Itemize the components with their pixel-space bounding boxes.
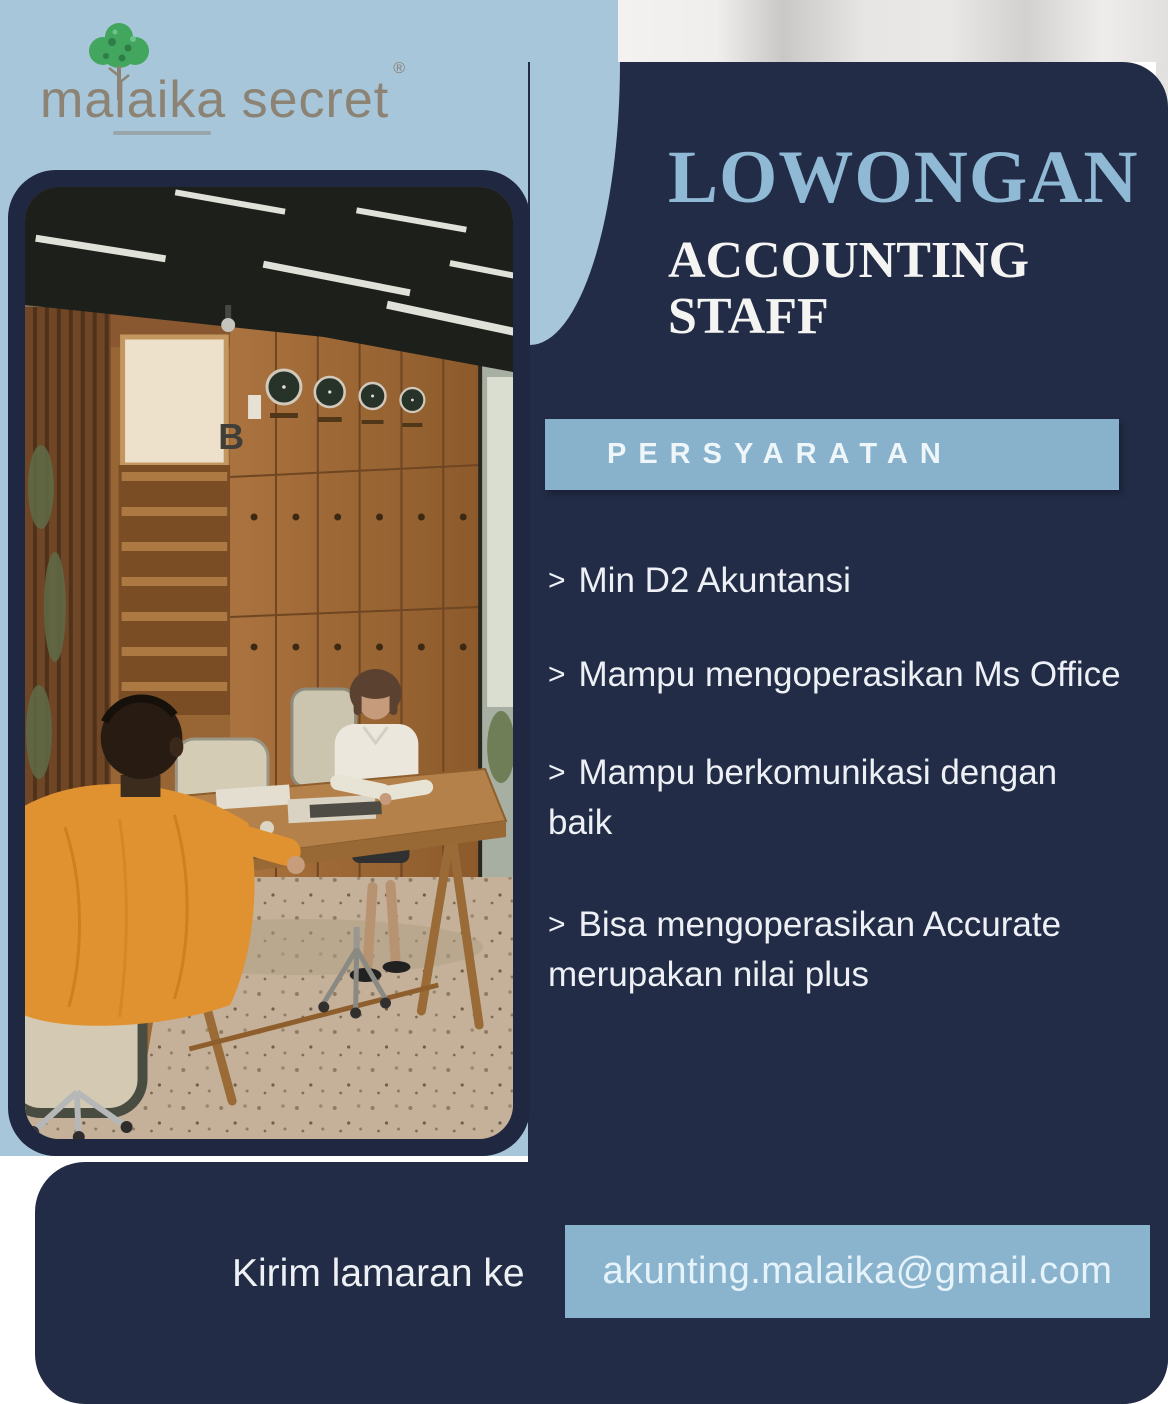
requirement-item bbox=[548, 650, 1126, 700]
registered-mark: ® bbox=[393, 59, 407, 77]
requirements-list bbox=[548, 556, 1126, 1044]
requirement-item bbox=[548, 556, 1126, 606]
chevron-bullet-icon: > bbox=[548, 658, 566, 692]
headline-title: LOWONGAN bbox=[668, 136, 1139, 219]
bg-top-right-strip bbox=[618, 0, 1168, 62]
headline-role-line1: ACCOUNTING bbox=[668, 232, 1030, 289]
letter-b-sign: B bbox=[218, 415, 245, 458]
requirement-text: Mampu mengoperasikan Ms Office bbox=[578, 655, 1121, 695]
requirement-text: Min D2 Akuntansi bbox=[578, 561, 851, 600]
requirement-item bbox=[548, 900, 1126, 1000]
chevron-bullet-icon: > bbox=[548, 908, 566, 942]
requirement-text: Mampu berkomunikasi dengan baik bbox=[548, 753, 1058, 843]
contact-label: Kirim lamaran ke bbox=[232, 1252, 525, 1295]
requirement-text: Bisa mengoperasikan Accurate merupakan nilai plus bbox=[548, 905, 1062, 995]
brand-logo bbox=[40, 59, 407, 130]
brand-name: malaika secret bbox=[40, 71, 390, 129]
email-address: akunting.malaika@gmail.com bbox=[602, 1250, 1113, 1292]
chevron-bullet-icon: > bbox=[548, 756, 566, 790]
chevron-bullet-icon: > bbox=[548, 564, 566, 597]
headline-role-line2: STAFF bbox=[668, 288, 829, 346]
email-button[interactable] bbox=[565, 1225, 1150, 1318]
photo-frame bbox=[8, 170, 530, 1156]
office-photo bbox=[25, 187, 513, 1139]
headline-block bbox=[668, 136, 1163, 346]
persyaratan-header-bar bbox=[545, 419, 1119, 490]
requirement-item bbox=[548, 748, 1126, 848]
persyaratan-header-label: PERSYARATAN bbox=[607, 438, 953, 470]
logo-tagline bbox=[113, 131, 211, 135]
